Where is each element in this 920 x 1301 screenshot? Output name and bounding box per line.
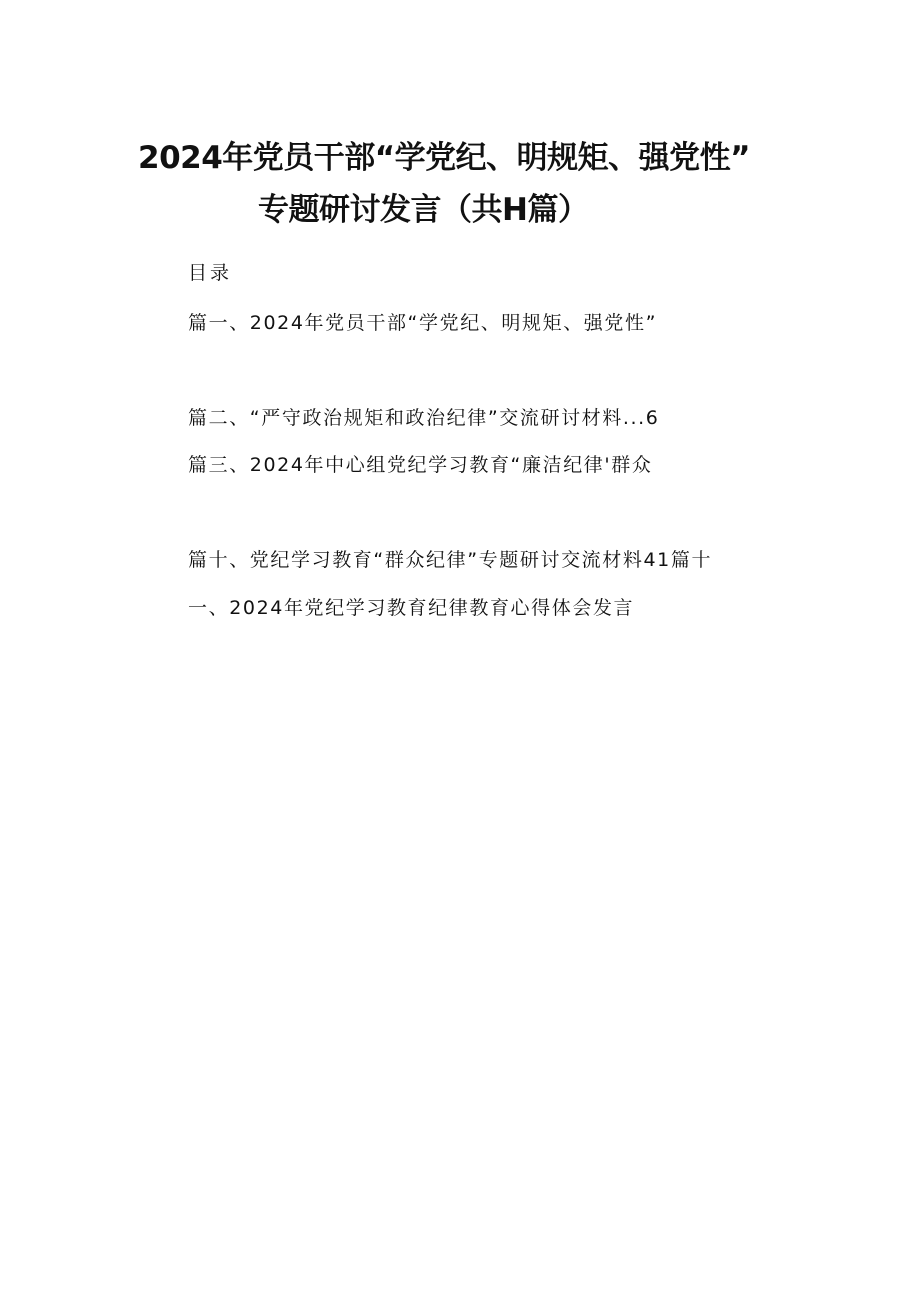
toc-item-1: 篇一、2024年党员干部“学党纪、明规矩、强党性”: [188, 312, 658, 334]
toc-item-4-continued: 一、2024年党纪学习教育纪律教育心得体会发言: [188, 597, 635, 619]
document-title-line-1: 2024年党员干部“学党纪、明规矩、强党性”: [138, 140, 751, 176]
toc-item-4: 篇十、党纪学习教育“群众纪律”专题研讨交流材料41篇十: [188, 549, 713, 571]
toc-item-2: 篇二、“严守政治规矩和政治纪律”交流研讨材料...6: [188, 407, 660, 429]
toc-label: 目录: [188, 262, 233, 284]
document-title-line-2: 专题研讨发言（共H篇）: [258, 192, 589, 228]
toc-item-3: 篇三、2024年中心组党纪学习教育“廉洁纪律'群众: [188, 454, 653, 476]
